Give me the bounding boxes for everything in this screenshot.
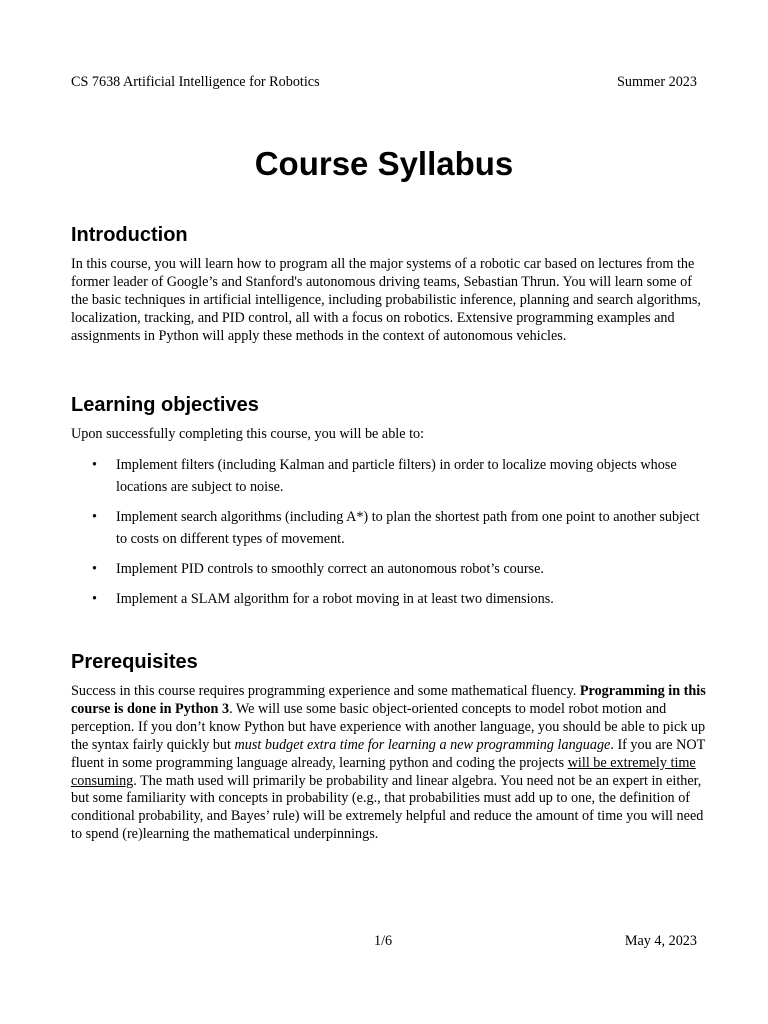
page-header xyxy=(71,73,697,91)
objective-text: Implement search algorithms (including A*) to plan the shortest path from one point to another subject to costs on different types of movement. xyxy=(116,509,700,547)
page-number: 1/6 xyxy=(374,933,393,949)
list-item xyxy=(71,588,701,610)
introduction-heading: Introduction xyxy=(71,224,188,246)
bullet-symbol: • xyxy=(92,561,97,577)
objectives-list xyxy=(71,454,711,618)
introduction-paragraph: In this course, you will learn how to program all the major systems of a robotic car based on lectures from the former leader of Google’s and Stanford's autonomous driving teams, Sebastian Thrun. You will learn some of the basic techniques in artificial intelligence, including probabilistic inference, planning and search algorithms, localization, tracking, and PID control, all with a focus on robotics. Extensive programming examples and assignments in Python will apply these methods in the context of autonomous vehicles. xyxy=(71,256,701,344)
prerequisites-heading: Prerequisites xyxy=(71,651,198,673)
budget-time-emphasis: must budget extra time for learning a new programming language xyxy=(234,736,611,753)
course-name: CS 7638 Artificial Intelligence for Robotics xyxy=(71,74,320,90)
list-item xyxy=(71,558,701,580)
term-label: Summer 2023 xyxy=(617,74,697,90)
time-consuming-emphasis: will be extremely time consuming xyxy=(71,754,696,789)
objectives-heading: Learning objectives xyxy=(71,394,259,416)
bullet-symbol: • xyxy=(92,509,97,525)
footer-date: May 4, 2023 xyxy=(624,933,697,949)
objectives-intro: Upon successfully completing this course, you will be able to: xyxy=(71,426,425,442)
python-emphasis: Programming in this course is done in Python 3 xyxy=(71,683,706,717)
bullet-symbol: • xyxy=(92,591,97,607)
prerequisites-paragraph xyxy=(71,683,711,844)
prerequisites-text: . The math used will primarily be probability and linear algebra. You need not be an expert in either, but some familiarity with concepts in probability (e.g., that probabilities must add up to one, the definition of conditional probability, and Bayes’ rule) will be extremely helpful and reduce the amount of time you will need to spend (re)learning the mathematical underpinnings. xyxy=(71,772,704,843)
page-title: Course Syllabus xyxy=(254,145,514,182)
prerequisites-text: . If you are NOT fluent in some programming language already, learning python and coding the projects xyxy=(71,736,706,771)
bullet-symbol: • xyxy=(92,457,97,473)
objective-text: Implement PID controls to smoothly correct an autonomous robot’s course. xyxy=(116,561,544,577)
objective-text: Implement a SLAM algorithm for a robot moving in at least two dimensions. xyxy=(116,591,554,607)
prerequisites-text: Success in this course requires programming experience and some mathematical fluency. xyxy=(71,683,580,699)
prerequisites-text: . We will use some basic object-oriented concepts to model robot motion and perception. If you don’t know Python but have experience with another language, you should be able to pick up the syntax fairly quickly but xyxy=(71,700,706,753)
objective-text: Implement filters (including Kalman and particle filters) in order to localize moving objects whose locations are subject to noise. xyxy=(116,457,677,495)
list-item xyxy=(71,506,701,550)
list-item xyxy=(71,454,701,498)
